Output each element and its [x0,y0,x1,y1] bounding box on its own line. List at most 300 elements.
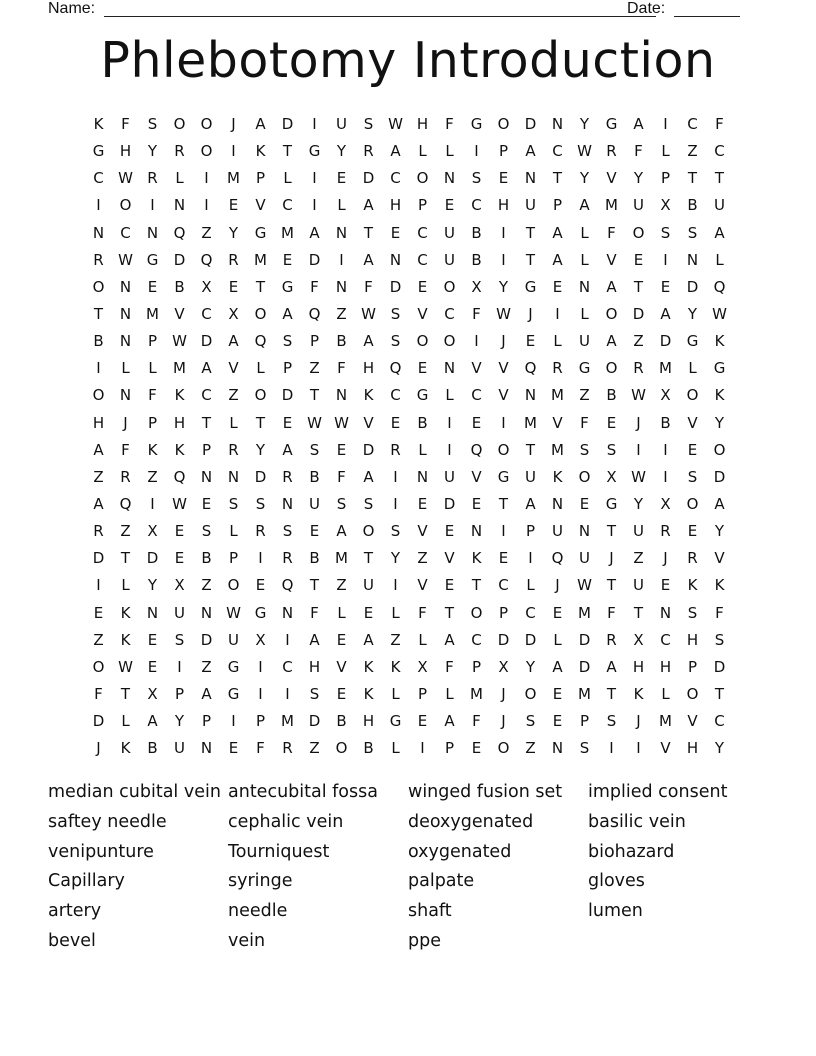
grid-letter[interactable]: R [687,549,698,568]
grid-letter[interactable]: A [363,467,374,486]
grid-letter[interactable]: B [309,467,320,486]
grid-letter[interactable]: Z [93,630,104,649]
grid-letter[interactable]: I [393,467,398,486]
grid-letter[interactable]: P [174,684,185,703]
grid-letter[interactable]: I [96,576,101,595]
grid-letter[interactable]: I [393,494,398,513]
grid-letter[interactable]: N [524,386,537,405]
grid-letter[interactable]: K [174,386,185,405]
grid-letter[interactable]: I [501,413,506,432]
grid-letter[interactable]: N [578,522,591,541]
grid-letter[interactable]: K [363,684,374,703]
grid-letter[interactable]: I [177,657,182,676]
grid-letter[interactable]: C [390,169,401,188]
grid-letter[interactable]: O [686,684,699,703]
grid-letter[interactable]: Z [120,522,131,541]
grid-letter[interactable]: Q [551,549,564,568]
grid-letter[interactable]: Z [201,223,212,242]
grid-letter[interactable]: W [307,413,322,432]
grid-letter[interactable]: E [498,169,509,188]
grid-letter[interactable]: L [256,359,265,378]
grid-letter[interactable]: A [444,630,455,649]
grid-letter[interactable]: E [336,169,347,188]
grid-letter[interactable]: V [552,413,563,432]
grid-letter[interactable]: X [498,657,509,676]
grid-letter[interactable]: D [659,332,672,351]
grid-letter[interactable]: I [258,684,263,703]
grid-letter[interactable]: K [714,386,725,405]
grid-letter[interactable]: V [498,359,509,378]
grid-letter[interactable]: Z [228,386,239,405]
grid-letter[interactable]: E [552,684,563,703]
grid-letter[interactable]: D [497,630,510,649]
grid-letter[interactable]: K [120,603,131,622]
grid-letter[interactable]: P [282,359,293,378]
grid-letter[interactable]: C [417,223,428,242]
grid-letter[interactable]: L [391,684,400,703]
grid-letter[interactable]: D [578,657,591,676]
grid-letter[interactable]: D [578,630,591,649]
grid-letter[interactable]: G [254,223,267,242]
grid-letter[interactable]: X [417,657,428,676]
grid-letter[interactable]: I [474,142,479,161]
grid-letter[interactable]: B [201,549,212,568]
grid-letter[interactable]: U [579,549,590,568]
grid-letter[interactable]: V [498,386,509,405]
grid-letter[interactable]: G [389,712,402,731]
grid-letter[interactable]: U [444,250,455,269]
grid-letter[interactable]: P [147,413,158,432]
grid-letter[interactable]: R [120,467,131,486]
grid-letter[interactable]: I [663,440,668,459]
grid-letter[interactable]: J [555,576,560,595]
grid-letter[interactable]: Y [336,142,347,161]
grid-letter[interactable]: A [93,440,104,459]
grid-letter[interactable]: R [228,440,239,459]
grid-letter[interactable]: Z [579,386,590,405]
grid-letter[interactable]: A [201,684,212,703]
grid-letter[interactable]: V [255,196,266,215]
grid-letter[interactable]: O [686,494,699,513]
grid-letter[interactable]: N [119,332,132,351]
grid-letter[interactable]: F [121,440,130,459]
grid-letter[interactable]: Y [633,494,644,513]
grid-letter[interactable]: I [258,657,263,676]
grid-letter[interactable]: M [227,169,240,188]
grid-letter[interactable]: T [120,684,131,703]
grid-letter[interactable]: W [118,250,133,269]
grid-letter[interactable]: N [389,250,402,269]
grid-letter[interactable]: R [552,359,563,378]
grid-letter[interactable]: Z [336,576,347,595]
grid-letter[interactable]: Y [579,115,590,133]
grid-letter[interactable]: U [444,223,455,242]
grid-letter[interactable]: F [607,603,616,622]
grid-letter[interactable]: S [363,115,374,133]
grid-letter[interactable]: E [147,630,158,649]
grid-letter[interactable]: D [281,386,294,405]
grid-letter[interactable]: B [336,712,347,731]
grid-letter[interactable]: R [282,739,293,758]
grid-letter[interactable]: K [147,440,158,459]
grid-letter[interactable]: E [147,657,158,676]
grid-letter[interactable]: P [255,169,266,188]
grid-letter[interactable]: I [447,413,452,432]
grid-letter[interactable]: O [605,359,618,378]
grid-letter[interactable]: Y [633,169,644,188]
grid-letter[interactable]: I [258,549,263,568]
grid-letter[interactable]: A [444,712,455,731]
grid-letter[interactable]: M [146,304,159,323]
grid-letter[interactable]: D [686,277,699,296]
grid-letter[interactable]: D [524,115,537,133]
grid-letter[interactable]: N [92,223,105,242]
grid-letter[interactable]: C [471,386,482,405]
grid-letter[interactable]: U [633,576,644,595]
grid-letter[interactable]: Y [714,739,725,758]
grid-letter[interactable]: T [687,169,698,188]
grid-letter[interactable]: K [120,739,131,758]
grid-letter[interactable]: M [659,712,672,731]
grid-letter[interactable]: Z [201,576,212,595]
grid-letter[interactable]: A [363,332,374,351]
grid-letter[interactable]: X [201,277,212,296]
grid-letter[interactable]: L [418,142,427,161]
grid-letter[interactable]: S [255,494,266,513]
grid-letter[interactable]: A [201,359,212,378]
grid-letter[interactable]: Z [417,549,428,568]
grid-letter[interactable]: A [552,657,563,676]
grid-letter[interactable]: Z [93,467,104,486]
grid-letter[interactable]: U [579,332,590,351]
grid-letter[interactable]: B [471,223,482,242]
grid-letter[interactable]: E [471,494,482,513]
grid-letter[interactable]: C [282,196,293,215]
grid-letter[interactable]: N [200,603,213,622]
grid-letter[interactable]: T [120,549,131,568]
grid-letter[interactable]: J [501,712,506,731]
grid-letter[interactable]: J [636,712,641,731]
grid-letter[interactable]: G [713,359,726,378]
grid-letter[interactable]: N [578,277,591,296]
grid-letter[interactable]: X [147,522,158,541]
grid-letter[interactable]: A [147,712,158,731]
grid-letter[interactable]: G [578,359,591,378]
grid-letter[interactable]: B [147,739,158,758]
grid-letter[interactable]: O [200,115,213,133]
grid-letter[interactable]: I [204,196,209,215]
grid-letter[interactable]: W [172,332,187,351]
grid-letter[interactable]: F [715,603,724,622]
grid-letter[interactable]: B [309,549,320,568]
grid-letter[interactable]: R [93,250,104,269]
grid-letter[interactable]: T [633,277,644,296]
grid-letter[interactable]: C [660,630,671,649]
grid-letter[interactable]: L [688,359,697,378]
grid-letter[interactable]: M [281,223,294,242]
grid-letter[interactable]: T [525,440,536,459]
grid-letter[interactable]: E [525,332,536,351]
grid-letter[interactable]: P [444,739,455,758]
grid-letter[interactable]: K [714,332,725,351]
grid-letter[interactable]: U [174,739,185,758]
grid-letter[interactable]: H [497,196,510,215]
grid-letter[interactable]: Y [687,304,698,323]
grid-letter[interactable]: T [444,603,455,622]
grid-letter[interactable]: O [443,332,456,351]
grid-letter[interactable]: N [551,115,564,133]
grid-letter[interactable]: N [200,739,213,758]
grid-letter[interactable]: L [445,386,454,405]
grid-letter[interactable]: L [121,712,130,731]
grid-letter[interactable]: W [577,576,592,595]
grid-letter[interactable]: X [255,630,266,649]
grid-letter[interactable]: Y [579,169,590,188]
grid-letter[interactable]: O [416,169,429,188]
grid-letter[interactable]: P [201,440,212,459]
grid-letter[interactable]: E [309,522,320,541]
grid-letter[interactable]: S [282,332,293,351]
grid-letter[interactable]: U [228,630,239,649]
grid-letter[interactable]: P [687,657,698,676]
grid-letter[interactable]: L [229,413,238,432]
grid-letter[interactable]: D [146,549,159,568]
grid-letter[interactable]: U [714,196,725,215]
grid-letter[interactable]: N [551,494,564,513]
grid-letter[interactable]: Z [201,657,212,676]
grid-letter[interactable]: M [335,549,348,568]
grid-letter[interactable]: I [501,250,506,269]
grid-letter[interactable]: O [497,115,510,133]
grid-letter[interactable]: I [636,739,641,758]
grid-letter[interactable]: A [363,250,374,269]
grid-letter[interactable]: C [687,115,698,133]
grid-letter[interactable]: U [525,467,536,486]
grid-letter[interactable]: E [282,250,293,269]
grid-letter[interactable]: S [390,522,401,541]
grid-letter[interactable]: N [281,603,294,622]
grid-letter[interactable]: Q [254,332,267,351]
grid-letter[interactable]: H [686,739,699,758]
grid-letter[interactable]: A [282,440,293,459]
grid-letter[interactable]: L [580,223,589,242]
grid-letter[interactable]: A [309,223,320,242]
grid-letter[interactable]: X [660,196,671,215]
grid-letter[interactable]: I [312,115,317,133]
grid-letter[interactable]: F [121,115,130,133]
grid-letter[interactable]: N [524,169,537,188]
grid-letter[interactable]: R [606,630,617,649]
grid-letter[interactable]: A [363,630,374,649]
grid-letter[interactable]: C [282,657,293,676]
grid-letter[interactable]: J [636,413,641,432]
grid-letter[interactable]: L [337,603,346,622]
grid-letter[interactable]: V [174,304,185,323]
grid-letter[interactable]: K [363,386,374,405]
grid-letter[interactable]: E [579,494,590,513]
grid-letter[interactable]: A [579,196,590,215]
grid-letter[interactable]: P [147,332,158,351]
grid-letter[interactable]: D [362,440,375,459]
grid-letter[interactable]: V [606,250,617,269]
grid-letter[interactable]: U [633,522,644,541]
grid-letter[interactable]: P [471,657,482,676]
grid-letter[interactable]: N [227,467,240,486]
grid-letter[interactable]: E [660,576,671,595]
grid-letter[interactable]: C [471,196,482,215]
grid-letter[interactable]: E [552,277,563,296]
grid-letter[interactable]: O [497,739,510,758]
grid-letter[interactable]: J [501,684,506,703]
grid-letter[interactable]: G [497,467,510,486]
grid-letter[interactable]: A [714,223,725,242]
grid-letter[interactable]: A [309,630,320,649]
grid-letter[interactable]: I [393,576,398,595]
grid-letter[interactable]: H [92,413,105,432]
grid-letter[interactable]: N [416,467,429,486]
grid-letter[interactable]: R [606,142,617,161]
grid-letter[interactable]: D [200,332,213,351]
grid-letter[interactable]: S [282,522,293,541]
grid-letter[interactable]: T [606,522,617,541]
grid-letter[interactable]: G [254,603,267,622]
grid-letter[interactable]: S [579,739,590,758]
grid-letter[interactable]: S [687,223,698,242]
grid-letter[interactable]: O [686,386,699,405]
grid-letter[interactable]: U [444,467,455,486]
grid-letter[interactable]: E [687,440,698,459]
grid-letter[interactable]: D [713,467,726,486]
grid-letter[interactable]: D [524,630,537,649]
grid-letter[interactable]: Y [255,440,266,459]
grid-letter[interactable]: T [282,142,293,161]
grid-letter[interactable]: K [120,630,131,649]
grid-letter[interactable]: I [501,522,506,541]
grid-letter[interactable]: F [580,413,589,432]
grid-letter[interactable]: U [633,196,644,215]
grid-letter[interactable]: F [310,603,319,622]
grid-letter[interactable]: F [337,359,346,378]
grid-letter[interactable]: V [417,522,428,541]
grid-letter[interactable]: N [335,223,348,242]
grid-letter[interactable]: H [173,413,186,432]
grid-letter[interactable]: D [254,467,267,486]
grid-letter[interactable]: C [120,223,131,242]
grid-letter[interactable]: L [121,359,130,378]
grid-letter[interactable]: B [174,277,185,296]
grid-letter[interactable]: E [444,576,455,595]
grid-letter[interactable]: A [282,304,293,323]
grid-letter[interactable]: C [93,169,104,188]
grid-letter[interactable]: J [609,549,614,568]
grid-letter[interactable]: K [390,657,401,676]
grid-letter[interactable]: V [417,576,428,595]
grid-letter[interactable]: N [119,277,132,296]
grid-letter[interactable]: Y [714,522,725,541]
grid-letter[interactable]: Q [200,250,213,269]
grid-letter[interactable]: P [525,522,536,541]
grid-letter[interactable]: T [498,494,509,513]
grid-letter[interactable]: W [118,169,133,188]
grid-letter[interactable]: U [336,115,347,133]
grid-letter[interactable]: O [335,739,348,758]
grid-letter[interactable]: G [416,386,429,405]
grid-letter[interactable]: E [228,277,239,296]
grid-letter[interactable]: E [93,603,104,622]
grid-letter[interactable]: G [146,250,159,269]
grid-letter[interactable]: R [93,522,104,541]
grid-letter[interactable]: K [552,467,563,486]
grid-letter[interactable]: K [255,142,266,161]
grid-letter[interactable]: O [713,440,726,459]
grid-letter[interactable]: Q [281,576,294,595]
grid-letter[interactable]: T [255,277,266,296]
grid-letter[interactable]: F [472,712,481,731]
grid-letter[interactable]: E [417,277,428,296]
grid-letter[interactable]: M [551,440,564,459]
grid-letter[interactable]: I [285,684,290,703]
grid-letter[interactable]: W [118,657,133,676]
grid-letter[interactable]: S [309,440,320,459]
grid-letter[interactable]: O [92,386,105,405]
grid-letter[interactable]: X [147,684,158,703]
grid-letter[interactable]: Y [390,549,401,568]
grid-letter[interactable]: B [606,386,617,405]
grid-letter[interactable]: O [227,576,240,595]
grid-letter[interactable]: G [308,142,321,161]
grid-letter[interactable]: S [687,467,698,486]
grid-letter[interactable]: Z [309,359,320,378]
grid-letter[interactable]: S [660,223,671,242]
grid-letter[interactable]: P [417,196,428,215]
grid-letter[interactable]: E [471,739,482,758]
grid-letter[interactable]: R [390,440,401,459]
grid-letter[interactable]: A [633,115,644,133]
grid-letter[interactable]: L [391,603,400,622]
grid-letter[interactable]: K [633,684,644,703]
grid-letter[interactable]: E [336,684,347,703]
grid-letter[interactable]: V [606,169,617,188]
grid-letter[interactable]: E [633,250,644,269]
grid-letter[interactable]: L [661,142,670,161]
grid-letter[interactable]: G [605,115,618,133]
grid-letter[interactable]: Z [336,304,347,323]
grid-letter[interactable]: X [228,304,239,323]
grid-letter[interactable]: L [715,250,724,269]
grid-letter[interactable]: I [150,494,155,513]
grid-letter[interactable]: P [498,603,509,622]
grid-letter[interactable]: S [606,440,617,459]
grid-letter[interactable]: C [444,304,455,323]
name-field[interactable] [104,16,656,17]
grid-letter[interactable]: V [417,304,428,323]
grid-letter[interactable]: S [147,115,158,133]
grid-letter[interactable]: E [147,277,158,296]
grid-letter[interactable]: E [444,522,455,541]
grid-letter[interactable]: Y [174,712,185,731]
grid-letter[interactable]: E [201,494,212,513]
grid-letter[interactable]: L [553,332,562,351]
grid-letter[interactable]: I [312,169,317,188]
grid-letter[interactable]: M [254,250,267,269]
grid-letter[interactable]: G [605,494,618,513]
grid-letter[interactable]: B [363,739,374,758]
grid-letter[interactable]: O [605,304,618,323]
grid-letter[interactable]: T [606,684,617,703]
grid-letter[interactable]: T [201,413,212,432]
grid-letter[interactable]: D [281,115,294,133]
grid-letter[interactable]: A [552,223,563,242]
